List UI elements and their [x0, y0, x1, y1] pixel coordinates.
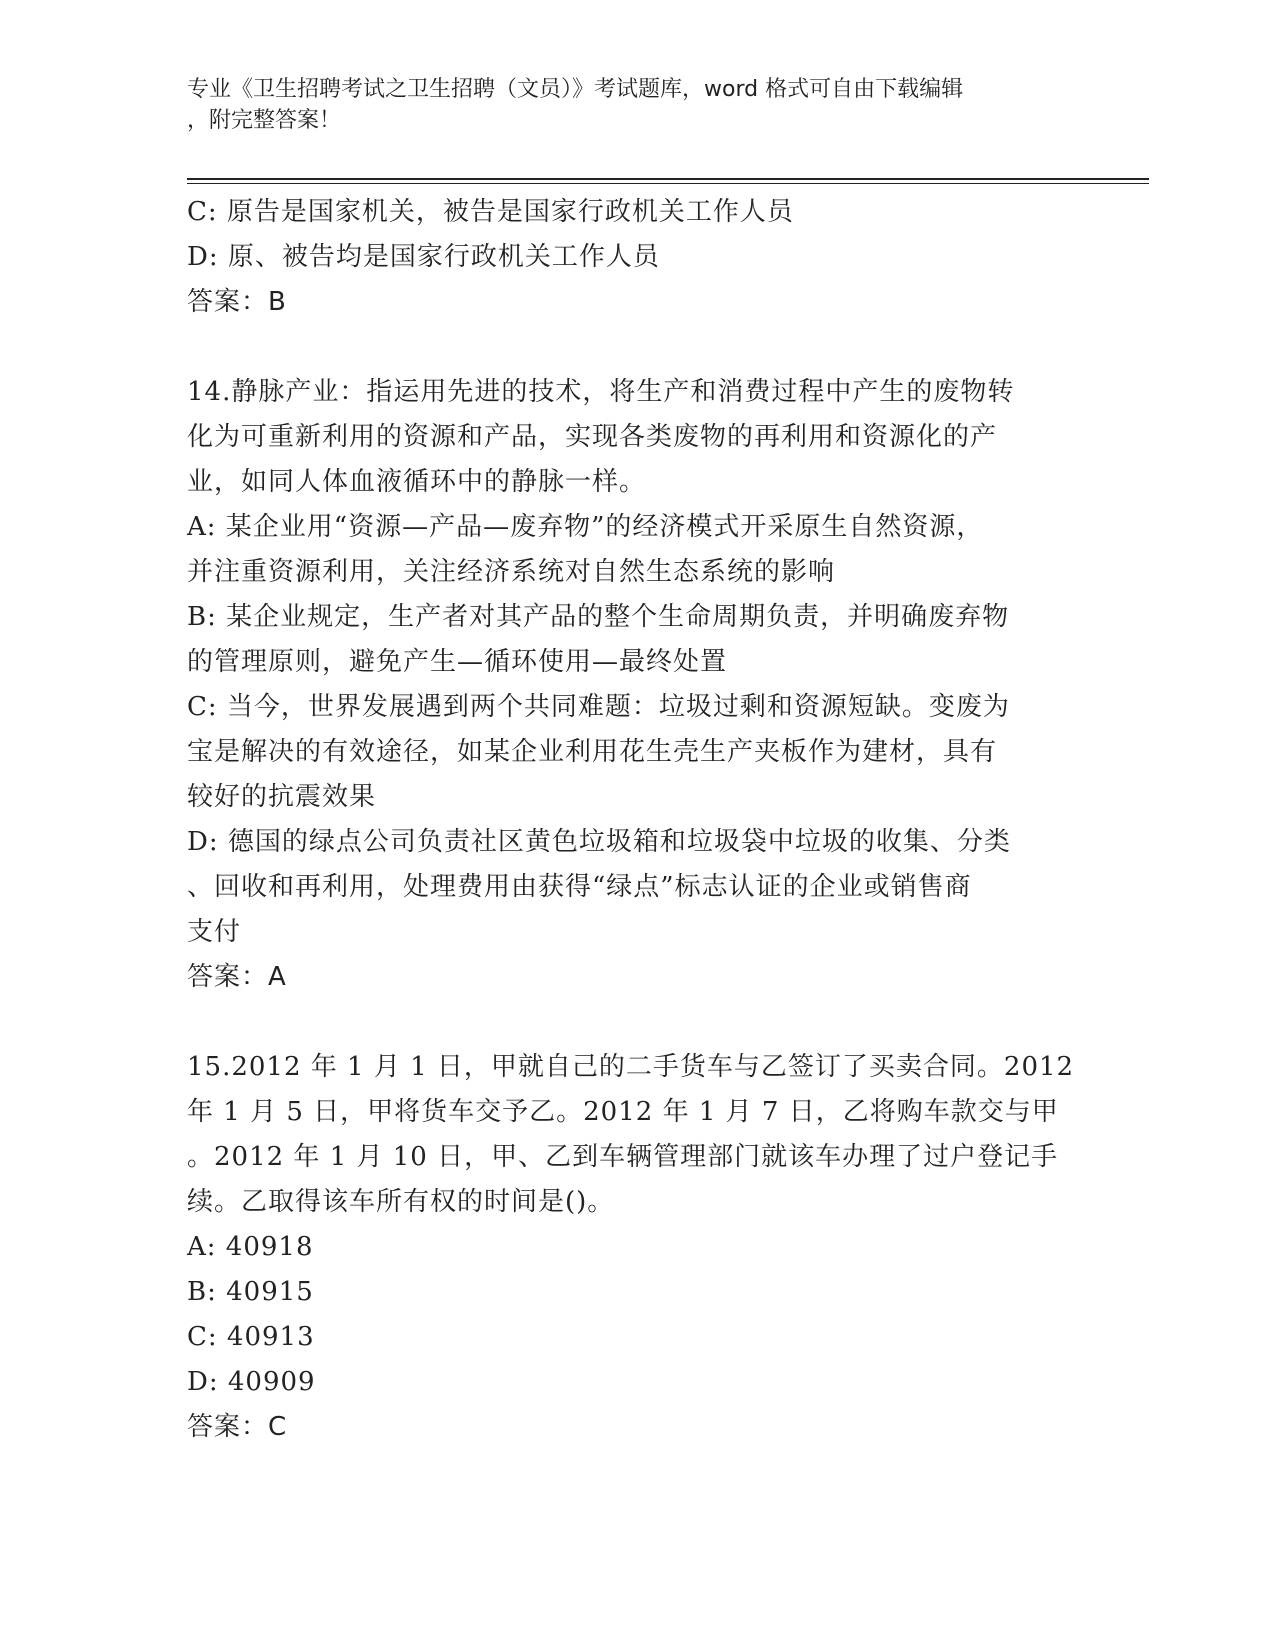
q14-stem-line-1: 14.静脉产业：指运用先进的技术，将生产和消费过程中产生的废物转	[187, 377, 1015, 407]
q15-option-d: D: 40909	[187, 1367, 316, 1397]
q14-stem-line-2: 化为可重新利用的资源和产品，实现各类废物的再利用和资源化的产	[187, 422, 998, 452]
q14-option-d-line-2: 、回收和再利用，处理费用由获得“绿点”标志认证的企业或销售商	[187, 872, 972, 902]
header-title-line-2: ，附完整答案！	[187, 108, 342, 133]
q14-answer: 答案：A	[187, 962, 287, 992]
q14-option-c-line-1: C: 当今，世界发展遇到两个共同难题：垃圾过剩和资源短缺。变废为	[187, 692, 1010, 722]
header-title-line-1: 专业《卫生招聘考试之卫生招聘（文员）》考试题库，word 格式可自由下载编辑	[187, 77, 964, 102]
q14-option-d-line-3: 支付	[187, 917, 242, 947]
q14-option-a-line-1: A: 某企业用“资源—产品—废弃物”的经济模式开采原生自然资源，	[187, 512, 984, 542]
q14-option-c-line-2: 宝是解决的有效途径，如某企业利用花生壳生产夹板作为建材，具有	[187, 737, 998, 767]
q14-option-b-line-1: B: 某企业规定，生产者对其产品的整个生命周期负责，并明确废弃物	[187, 602, 1010, 632]
q15-option-b: B: 40915	[187, 1277, 314, 1307]
header-divider-thick	[187, 178, 1149, 180]
q14-option-b-line-2: 的管理原则，避免产生—循环使用—最终处置	[187, 647, 728, 677]
q15-option-a: A: 40918	[187, 1232, 314, 1262]
prev-question-answer: 答案：B	[187, 287, 287, 317]
document-header	[187, 74, 1067, 136]
prev-question-option-c: C: 原告是国家机关，被告是国家行政机关工作人员	[187, 197, 794, 227]
q14-option-a-line-2: 并注重资源利用，关注经济系统对自然生态系统的影响	[187, 557, 836, 587]
prev-question-option-d: D: 原、被告均是国家行政机关工作人员	[187, 242, 660, 272]
spacer	[187, 1000, 1087, 1045]
q15-stem-line-2: 年 1 月 5 日，甲将货车交予乙。2012 年 1 月 7 日，乙将购车款交与甲	[187, 1097, 1059, 1127]
q14-option-d-line-1: D: 德国的绿点公司负责社区黄色垃圾箱和垃圾袋中垃圾的收集、分类	[187, 827, 1011, 857]
q15-stem-line-1: 15.2012 年 1 月 1 日，甲就自己的二手货车与乙签订了买卖合同。2012	[187, 1052, 1075, 1082]
header-divider-thin	[187, 183, 1149, 184]
q15-answer: 答案：C	[187, 1412, 288, 1442]
q14-option-c-line-3: 较好的抗震效果	[187, 782, 377, 812]
q15-option-c: C: 40913	[187, 1322, 315, 1352]
document-body	[187, 190, 1087, 1450]
q15-stem-line-4: 续。乙取得该车所有权的时间是()。	[187, 1187, 615, 1217]
q14-stem-line-3: 业，如同人体血液循环中的静脉一样。	[187, 467, 647, 497]
spacer	[187, 325, 1087, 370]
q15-stem-line-3: 。2012 年 1 月 10 日，甲、乙到车辆管理部门就该车办理了过户登记手	[187, 1142, 1059, 1172]
